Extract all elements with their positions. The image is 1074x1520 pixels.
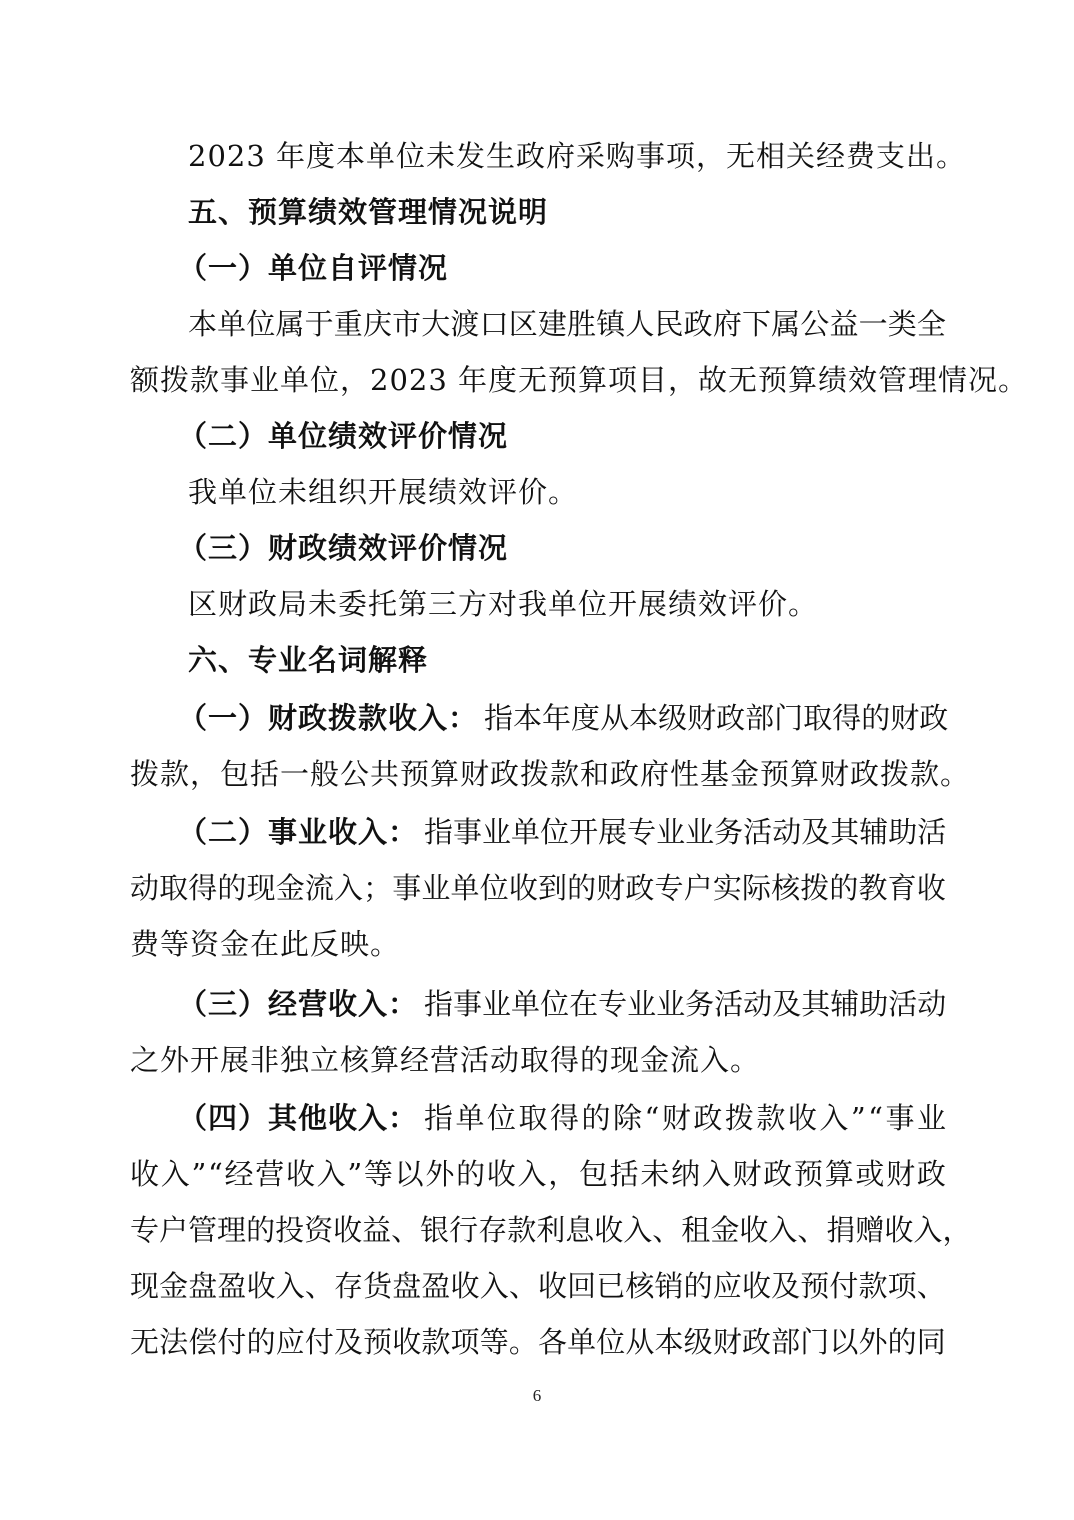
term-def-other-income-line-2: 收 入 ” “ 经 营 收 入 ” 等 以 外 的 收 入 ， 包 括 未 纳 入 财 政 预 算 或 财 政	[130, 1157, 946, 1191]
page-number: 6	[532, 1386, 542, 1405]
paragraph-unit-line-2: 额拨款事业单位，2023 年度无预算项目，故无预算绩效管理情况。	[130, 363, 1029, 397]
paragraph-procurement: 2023 年度本单位未发生政府采购事项，无相关经费支出。	[188, 139, 967, 173]
term-def-other-income-line-1: 指 单 位 取 得 的 除 “ 财 政 拨 款 收 入 ” “ 事 业	[424, 1101, 946, 1135]
term-label-fiscal-income: （一）财政拨款收入：	[178, 701, 479, 735]
subheading-unit-evaluation: （二）单位绩效评价情况	[178, 419, 509, 453]
section-heading-6: 六、专业名词解释	[188, 643, 429, 677]
section-heading-5: 五、预算绩效管理情况说明	[188, 195, 549, 229]
paragraph-no-evaluation: 我单位未组织开展绩效评价。	[188, 475, 579, 509]
term-def-other-income-line-3: 专 户 管 理 的 投 资 收 益 、 银 行 存 款 利 息 收 入 、 租 金 收 入 、 捐 赠 收 入 ，	[130, 1213, 972, 1247]
term-label-business-income: （二）事业收入：	[178, 815, 419, 849]
term-def-business-income-line-3: 费等资金在此反映。	[130, 927, 401, 961]
term-def-business-income-line-1: 指 事 业 单 位 开 展 专 业 业 务 活 动 及 其 辅 助 活	[424, 815, 947, 849]
term-label-operating-income: （三）经营收入：	[178, 987, 419, 1021]
paragraph-unit-line-1: 本 单 位 属 于 重 庆 市 大 渡 口 区 建 胜 镇 人 民 政 府 下 属 公 益 一 类 全	[188, 307, 946, 341]
subheading-self-evaluation: （一）单位自评情况	[178, 251, 449, 285]
paragraph-no-third-party: 区财政局未委托第三方对我单位开展绩效评价。	[188, 587, 819, 621]
term-def-fiscal-income-line-1: 指 本 年 度 从 本 级 财 政 部 门 取 得 的 财 政	[484, 701, 949, 735]
subheading-fiscal-evaluation: （三）财政绩效评价情况	[178, 531, 509, 565]
term-label-other-income: （四）其他收入：	[178, 1101, 419, 1135]
term-def-operating-income-line-1: 指 事 业 单 位 在 专 业 业 务 活 动 及 其 辅 助 活 动	[424, 987, 947, 1021]
term-def-other-income-line-4: 现 金 盘 盈 收 入 、 存 货 盘 盈 收 入 、 收 回 已 核 销 的 应 收 及 预 付 款 项 、	[130, 1269, 946, 1303]
term-def-operating-income-line-2: 之外开展非独立核算经营活动取得的现金流入。	[130, 1043, 761, 1077]
term-def-business-income-line-2: 动 取 得 的 现 金 流 入 ； 事 业 单 位 收 到 的 财 政 专 户 实 际 核 拨 的 教 育 收	[130, 871, 946, 905]
term-def-fiscal-income-line-2: 拨款，包括一般公共预算财政拨款和政府性基金预算财政拨款。	[130, 757, 971, 791]
term-def-other-income-line-5: 无 法 偿 付 的 应 付 及 预 收 款 项 等 。 各 单 位 从 本 级 财 政 部 门 以 外 的 同	[130, 1325, 946, 1359]
